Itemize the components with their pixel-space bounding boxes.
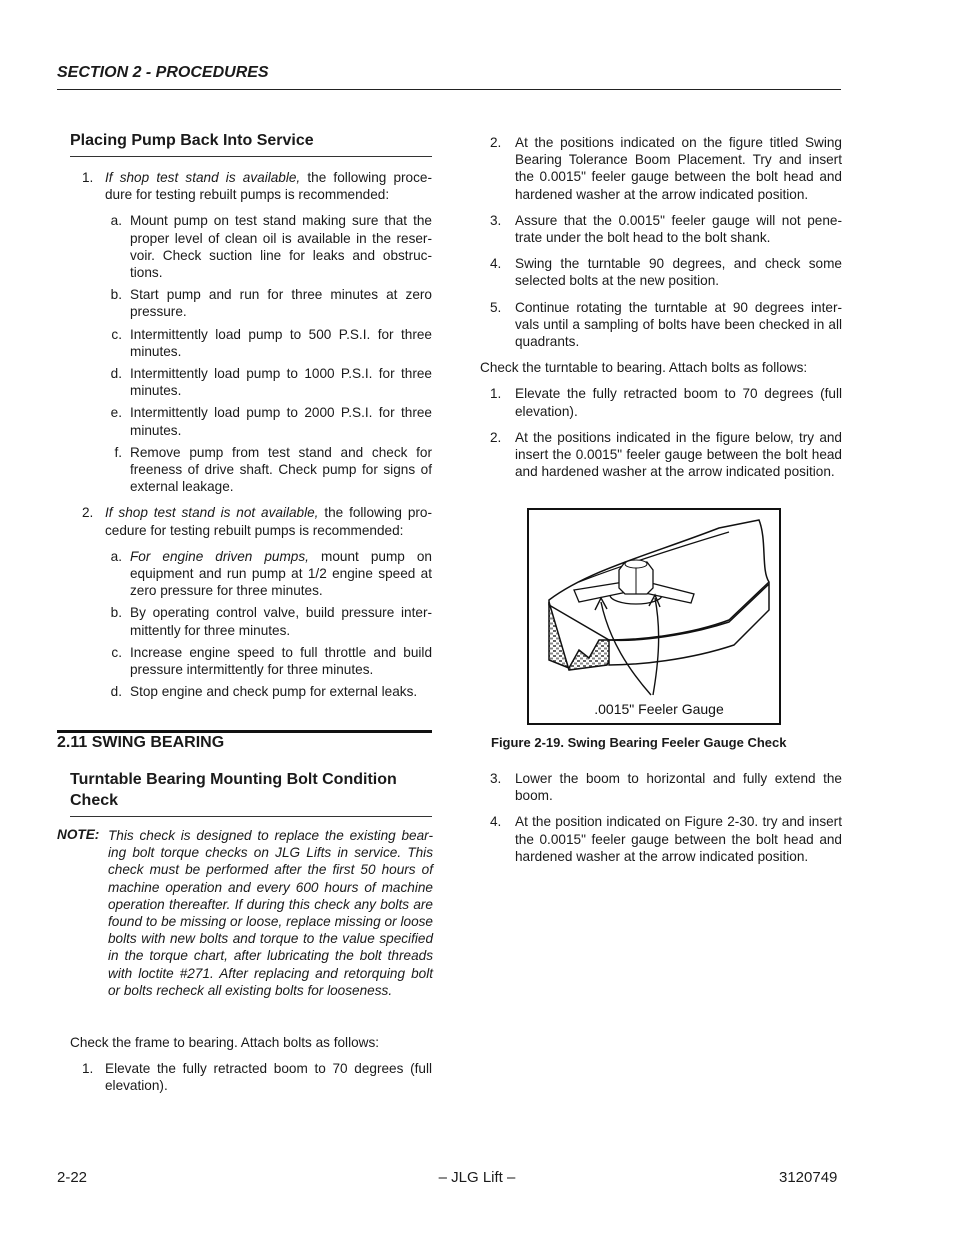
list-item	[480, 299, 842, 351]
sub-item	[70, 286, 432, 320]
item-number: 4.	[490, 814, 502, 830]
sub-item-letter: d.	[110, 366, 122, 382]
item-number: 4.	[490, 256, 502, 272]
sub-item-text: Increase engine speed to full throttle and build pressure intermittently for three minutes.	[130, 644, 432, 678]
list-item	[480, 212, 842, 246]
list-item	[480, 813, 842, 865]
footer-center: – JLG Lift –	[438, 1169, 516, 1186]
item-number: 1.	[490, 386, 502, 402]
right-lower-block	[480, 770, 842, 865]
sub-item	[70, 365, 432, 399]
right-list-a	[480, 134, 842, 350]
sub-item-text: By operating control valve, build pressure inter-mittently for three minutes.	[130, 605, 432, 638]
item-number: 5.	[490, 299, 502, 315]
item-number: 3.	[490, 212, 502, 228]
sub-item-text: Intermittently load pump to 1000 P.S.I. for three minutes.	[130, 366, 432, 399]
item-text: At the positions indicated in the figure below, try and insert the 0.0015" feeler gauge between the bolt head and hardened washer at the arrow indicated position.	[515, 429, 842, 480]
list-item	[480, 134, 842, 203]
list-item	[70, 1060, 432, 1094]
sub-item-letter: c.	[111, 644, 122, 660]
sub-item-text: Remove pump from test stand and check for freeness of drive shaft. Check pump for signs of external leakage.	[130, 444, 432, 495]
item-number: 2.	[490, 135, 502, 150]
item-number: 2.	[490, 429, 502, 445]
sub-item-letter: a.	[110, 548, 122, 564]
item-text: Lower the boom to horizontal and fully extend the boom.	[515, 771, 842, 804]
sub-item-text: Intermittently load pump to 500 P.S.I. for three minutes.	[130, 326, 432, 359]
sub-item	[70, 212, 432, 281]
sub-item	[70, 444, 432, 496]
feeler-gauge-label: .0015" Feeler Gauge	[594, 701, 724, 717]
bolt-bearing-illustration	[529, 510, 779, 723]
sub-item-letter: d.	[110, 684, 122, 700]
item-text: Swing the turntable 90 degrees, and check some selected bolts at the new position.	[515, 256, 842, 289]
right-list-b	[480, 385, 842, 480]
item-number: 2.	[82, 505, 94, 521]
item-text: At the position indicated on Figure 2-30. try and insert the 0.0015" feeler gauge between the bolt head and hardened washer at the arrow indicated position.	[515, 814, 842, 864]
list-item	[70, 504, 432, 538]
sub-list-1	[70, 212, 432, 495]
sub-item	[70, 326, 432, 360]
placing-pump-heading: Placing Pump Back Into Service	[70, 130, 432, 157]
list-item	[480, 255, 842, 289]
sub-item	[70, 683, 432, 700]
sub-item	[70, 604, 432, 638]
sub-item-letter: a.	[110, 213, 122, 229]
item-text	[105, 504, 432, 538]
sub-item-text: Mount pump on test stand making sure that the proper level of clean oil is available in the reser-voir. Check suction line for leaks and obstruc-tions.	[130, 213, 432, 281]
item-text: Elevate the fully retracted boom to 70 degrees (full elevation).	[105, 1061, 432, 1094]
item-text: Continue rotating the turntable at 90 degrees inter-vals until a sampling of bolts have been checked in all quadrants.	[515, 299, 842, 350]
sub-item	[70, 548, 432, 600]
list-item	[70, 169, 432, 203]
right-column	[480, 134, 842, 480]
frame-check-block	[70, 1034, 432, 1095]
right-list-c	[480, 770, 842, 865]
sub-item-letter: b.	[110, 287, 122, 303]
section-header: SECTION 2 - PROCEDURES	[57, 64, 269, 81]
item-rest: the following pro-cedure for testing rebuilt pumps is recommended:	[105, 505, 432, 538]
sub-item-text: Intermittently load pump to 2000 P.S.I. for three minutes.	[130, 405, 432, 438]
sub-rest: mount pump on equipment and run pump at 1/2 engine speed at zero pressure for three minutes.	[130, 548, 432, 599]
list-item	[480, 429, 842, 481]
item-text	[105, 169, 432, 203]
sub-item-letter: f.	[114, 444, 122, 460]
sub-item	[70, 404, 432, 438]
sub-item	[70, 644, 432, 678]
item-number: 1.	[82, 170, 94, 185]
item-italic-lead: If shop test stand is not available,	[105, 505, 319, 521]
sub-item-letter: c.	[111, 326, 122, 342]
section-rule	[57, 730, 432, 733]
figure-caption: Figure 2-19. Swing Bearing Feeler Gauge Check	[491, 735, 787, 750]
note-block	[57, 827, 433, 999]
sub-list-2	[70, 604, 432, 700]
turntable-intro: Check the turntable to bearing. Attach bolts as follows:	[480, 360, 808, 376]
document-number: 3120749	[779, 1169, 838, 1186]
sub-italic-lead: For engine driven pumps,	[130, 548, 309, 564]
sub-item-text: Stop engine and check pump for external leaks.	[130, 684, 418, 700]
section-title: 2.11 SWING BEARING	[57, 734, 225, 751]
item-text: Assure that the 0.0015" feeler gauge will not pene-trate under the bolt head to the bolt shank.	[515, 212, 842, 246]
list-item	[480, 385, 842, 419]
item-italic-lead: If shop test stand is available,	[105, 170, 301, 185]
figure-frame	[527, 508, 781, 725]
item-text: Elevate the fully retracted boom to 70 degrees (full elevation).	[515, 386, 842, 419]
frame-intro: Check the frame to bearing. Attach bolts as follows:	[70, 1035, 380, 1050]
item-rest: the following proce-dure for testing rebuilt pumps is recommended:	[105, 170, 432, 203]
subsection-block	[70, 769, 432, 817]
subsection-heading: Turntable Bearing Mounting Bolt Condition Check	[70, 769, 432, 817]
note-label: NOTE:	[57, 827, 100, 842]
list-item	[480, 770, 842, 804]
sub-item-text	[130, 548, 432, 600]
left-column	[70, 130, 432, 700]
item-text: At the positions indicated on the figure titled Swing Bearing Tolerance Boom Placement. Try and insert the 0.0015" feeler gauge between the bolt head and hardened washer at the arrow indicated position.	[515, 135, 842, 202]
header-rule	[57, 89, 841, 90]
item-number: 3.	[490, 771, 502, 786]
item-number: 1.	[82, 1061, 94, 1077]
page-number: 2-22	[57, 1169, 88, 1186]
note-text: This check is designed to replace the existing bear-ing bolt torque checks on JLG Lifts in service. This check must be performed after the first 50 hours of machine operation and every 600 hours of machine operation thereafter. If during this check any bolts are found to be missing or loose, replace missing or loose bolts with new bolts and torque to the value specified in the torque chart, after lubricating the bolt threads with loctite #271. After replacing and retorquing bolt or bolts recheck all existing bolts for looseness.	[108, 828, 433, 998]
sub-item-letter: b.	[110, 605, 122, 621]
sub-item-letter: e.	[110, 405, 122, 421]
sub-item-text: Start pump and run for three minutes at zero pressure.	[130, 287, 432, 320]
